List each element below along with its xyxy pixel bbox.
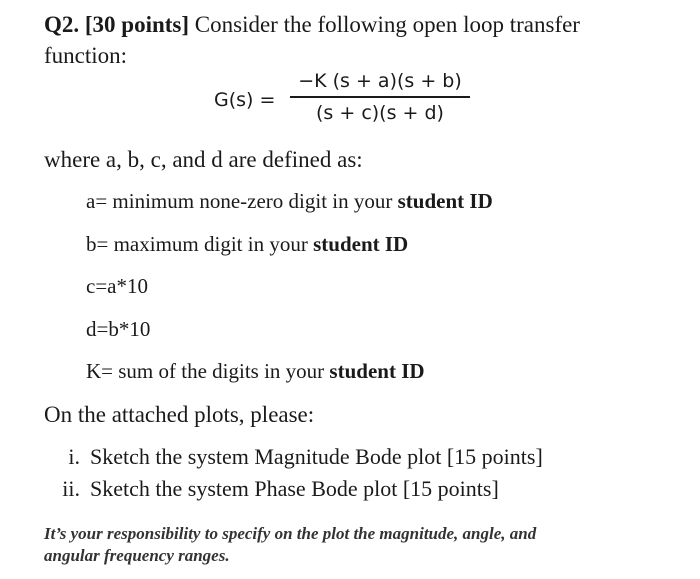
definition-d: d=b*10 (86, 317, 151, 341)
responsibility-note-line2: angular frequency ranges. (44, 546, 230, 565)
definition-a-bold: student ID (397, 189, 493, 213)
definition-k-text: K= sum of the digits in your (86, 359, 330, 383)
question-number: Q2. (44, 12, 80, 37)
transfer-function-lhs: G(s) = (214, 89, 276, 111)
definition-b-text: b= maximum digit in your (86, 232, 314, 256)
definition-a (86, 187, 493, 215)
task-text: Sketch the system Phase Bode plot [15 points] (90, 476, 499, 501)
transfer-function-fraction (290, 68, 470, 126)
where-line: where a, b, c, and d are defined as: (44, 147, 363, 172)
transfer-function-numerator: −K (s + a)(s + b) (298, 70, 462, 92)
responsibility-note-line1: It’s your responsibility to specify on the plot the magnitude, angle, and (44, 524, 537, 543)
definition-b-bold: student ID (313, 232, 409, 256)
question-intro: Consider the following open loop transfer (189, 12, 580, 37)
definition-c: c=a*10 (86, 274, 148, 298)
task-number: ii. (62, 476, 80, 501)
task-number: i. (68, 444, 80, 469)
definition-a-text: a= minimum none-zero digit in your (86, 189, 398, 213)
attached-plots-line: On the attached plots, please: (44, 402, 315, 427)
definition-b (86, 230, 408, 258)
task-text: Sketch the system Magnitude Bode plot [15 points] (90, 444, 543, 469)
question-heading (44, 10, 580, 40)
question-intro-line2: function: (44, 43, 128, 68)
question-points: [30 points] (84, 12, 190, 37)
definition-k-bold: student ID (329, 359, 425, 383)
definition-k (86, 357, 425, 385)
transfer-function-denominator: (s + c)(s + d) (316, 102, 444, 124)
task-item (42, 442, 543, 472)
task-item (42, 474, 499, 504)
fraction-bar (290, 96, 470, 98)
